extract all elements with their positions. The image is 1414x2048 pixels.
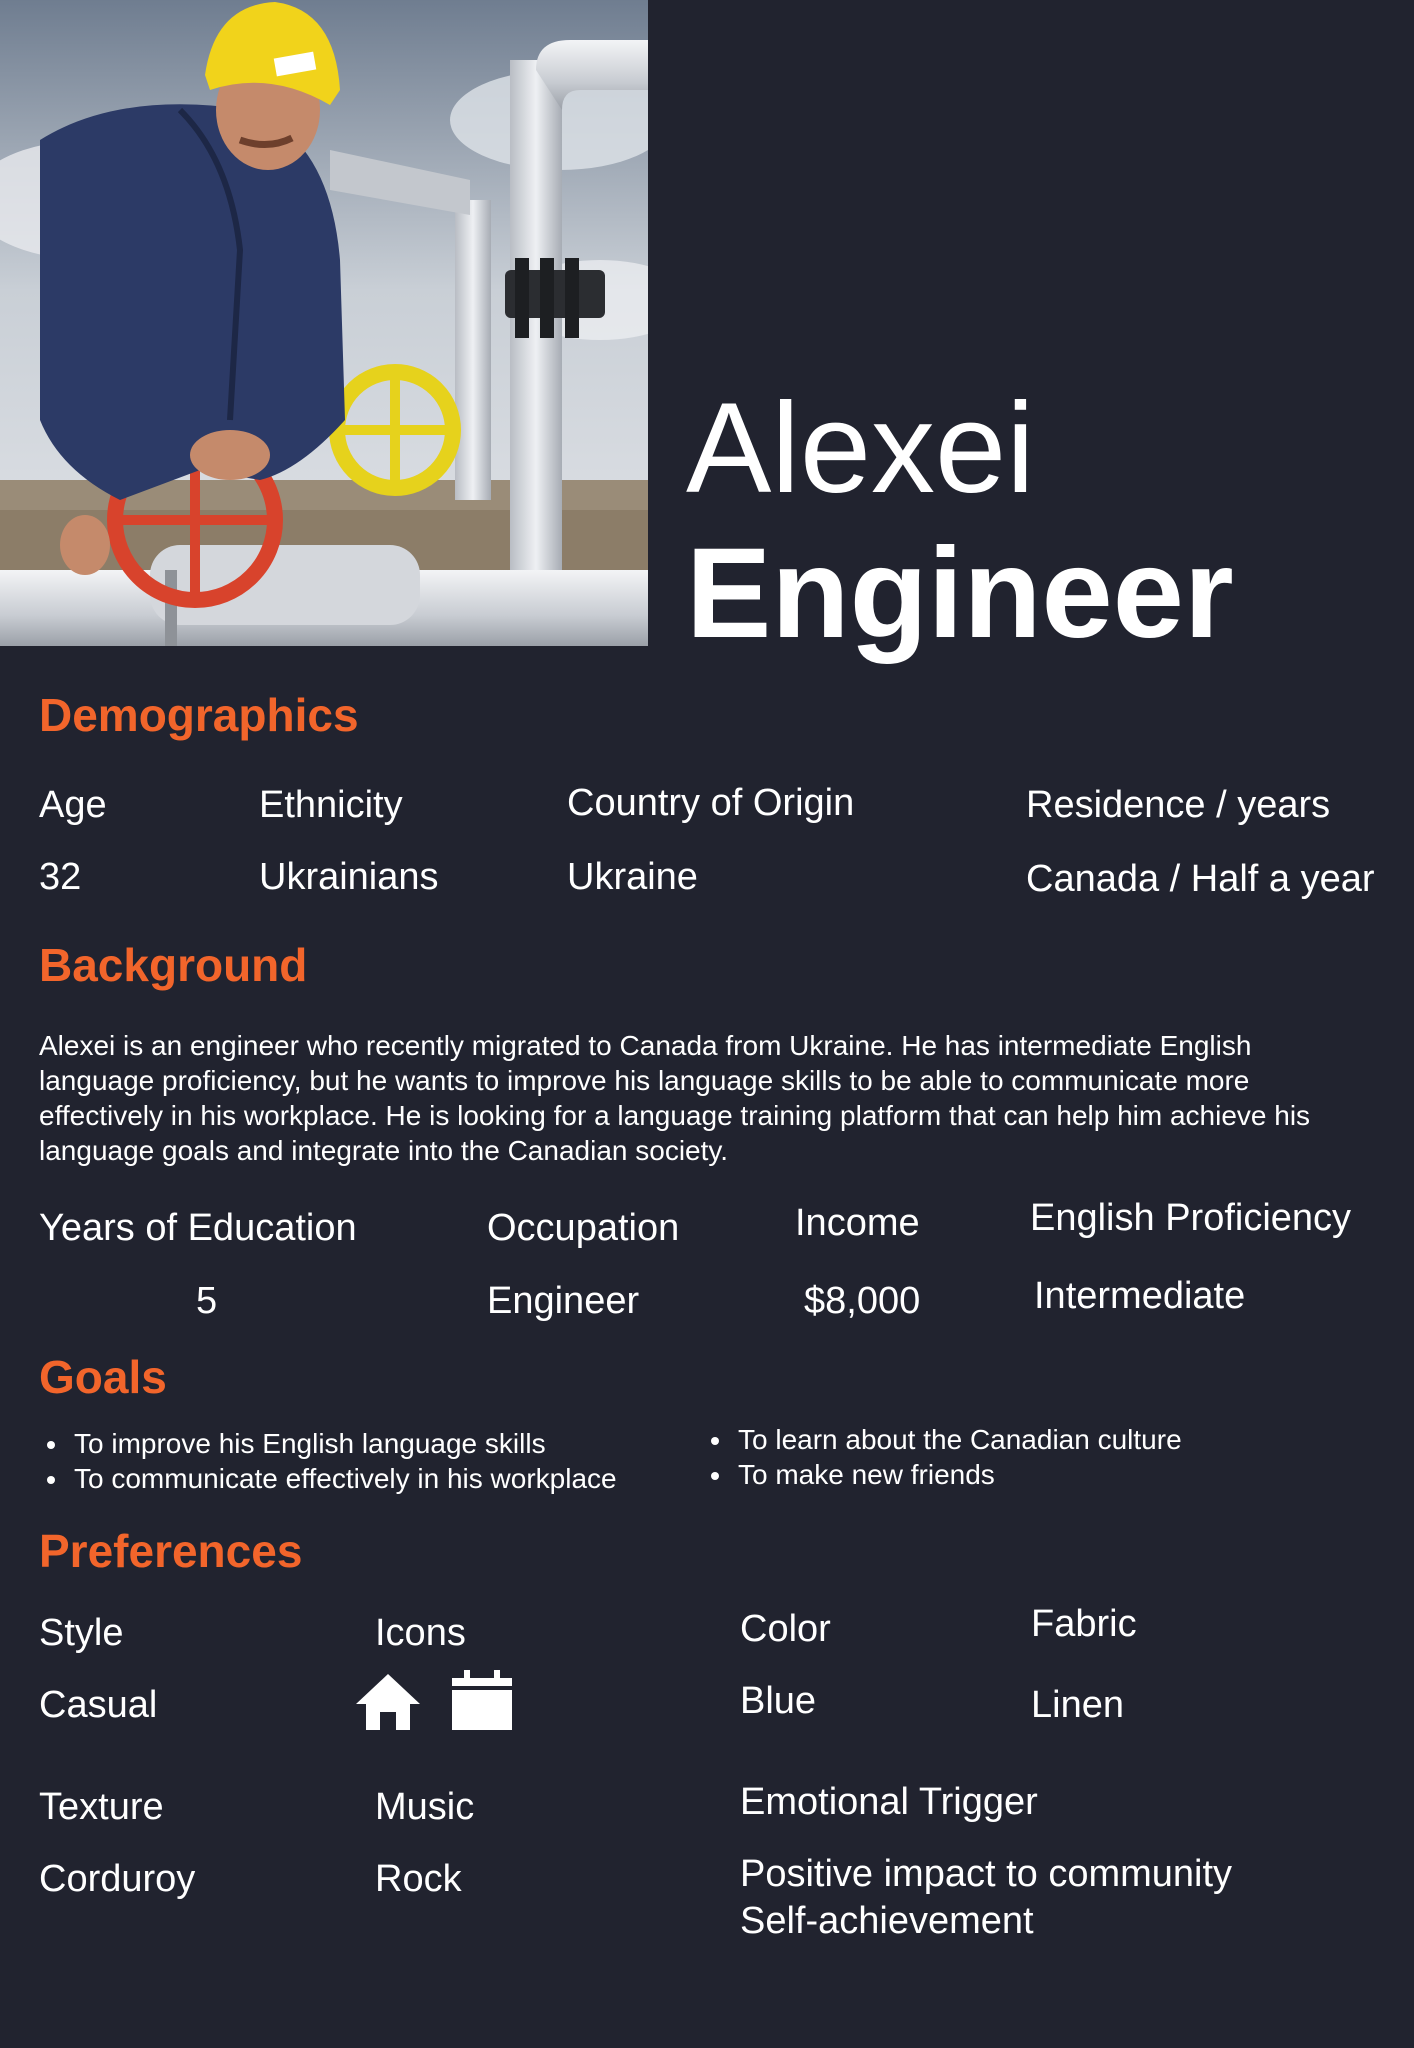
income-label: Income xyxy=(795,1202,920,1244)
texture-value: Corduroy xyxy=(39,1858,196,1900)
trigger-value-1: Positive impact to community xyxy=(740,1853,1233,1895)
residence-value: Canada / Half a year xyxy=(1026,858,1375,900)
occupation-label: Occupation xyxy=(487,1207,680,1249)
home-icon xyxy=(354,1672,422,1737)
icons-row xyxy=(354,1670,514,1737)
texture-label: Texture xyxy=(39,1786,164,1828)
income-value: $8,000 xyxy=(804,1280,921,1322)
goal-item: To communicate effectively in his workplace xyxy=(39,1461,617,1496)
ethnicity-value: Ukrainians xyxy=(259,856,439,898)
preferences-title: Preferences xyxy=(39,1525,303,1577)
style-label: Style xyxy=(39,1612,124,1654)
persona-name: Alexei xyxy=(686,377,1035,520)
goal-item: To learn about the Canadian culture xyxy=(703,1422,1182,1457)
trigger-label: Emotional Trigger xyxy=(740,1781,1038,1823)
occupation-value: Engineer xyxy=(487,1280,640,1322)
english-value: Intermediate xyxy=(1034,1275,1246,1317)
style-value: Casual xyxy=(39,1684,158,1726)
goals-list-left xyxy=(39,1426,617,1496)
background-text: Alexei is an engineer who recently migrated to Canada from Ukraine. He has intermediate English language proficiency, but he wants to improve his language skills to be able to communicate more effectively in his workplace. He is looking for a language training platform that can help him achieve his language goals and integrate into the Canadian society. xyxy=(39,1030,1311,1166)
persona-photo xyxy=(0,0,648,646)
icons-label: Icons xyxy=(375,1612,466,1654)
ethnicity-label: Ethnicity xyxy=(259,784,403,826)
music-label: Music xyxy=(375,1786,475,1828)
origin-value: Ukraine xyxy=(567,856,698,898)
persona-role: Engineer xyxy=(686,522,1234,665)
fabric-value: Linen xyxy=(1031,1684,1124,1726)
age-label: Age xyxy=(39,784,107,826)
calendar-icon xyxy=(450,1670,514,1737)
color-value: Blue xyxy=(740,1680,817,1722)
background-title: Background xyxy=(39,939,308,991)
goal-item: To make new friends xyxy=(703,1457,1182,1492)
music-value: Rock xyxy=(375,1858,462,1900)
origin-label: Country of Origin xyxy=(567,782,855,824)
goals-title: Goals xyxy=(39,1351,167,1403)
demographics-title: Demographics xyxy=(39,689,359,741)
english-label: English Proficiency xyxy=(1030,1197,1352,1239)
goals-list-right xyxy=(703,1422,1182,1492)
education-value: 5 xyxy=(196,1280,218,1322)
color-label: Color xyxy=(740,1608,831,1650)
fabric-label: Fabric xyxy=(1031,1603,1137,1645)
goal-item: To improve his English language skills xyxy=(39,1426,617,1461)
residence-label: Residence / years xyxy=(1026,784,1331,826)
education-label: Years of Education xyxy=(39,1207,357,1249)
age-value: 32 xyxy=(39,856,82,898)
trigger-value-2: Self-achievement xyxy=(740,1900,1034,1942)
